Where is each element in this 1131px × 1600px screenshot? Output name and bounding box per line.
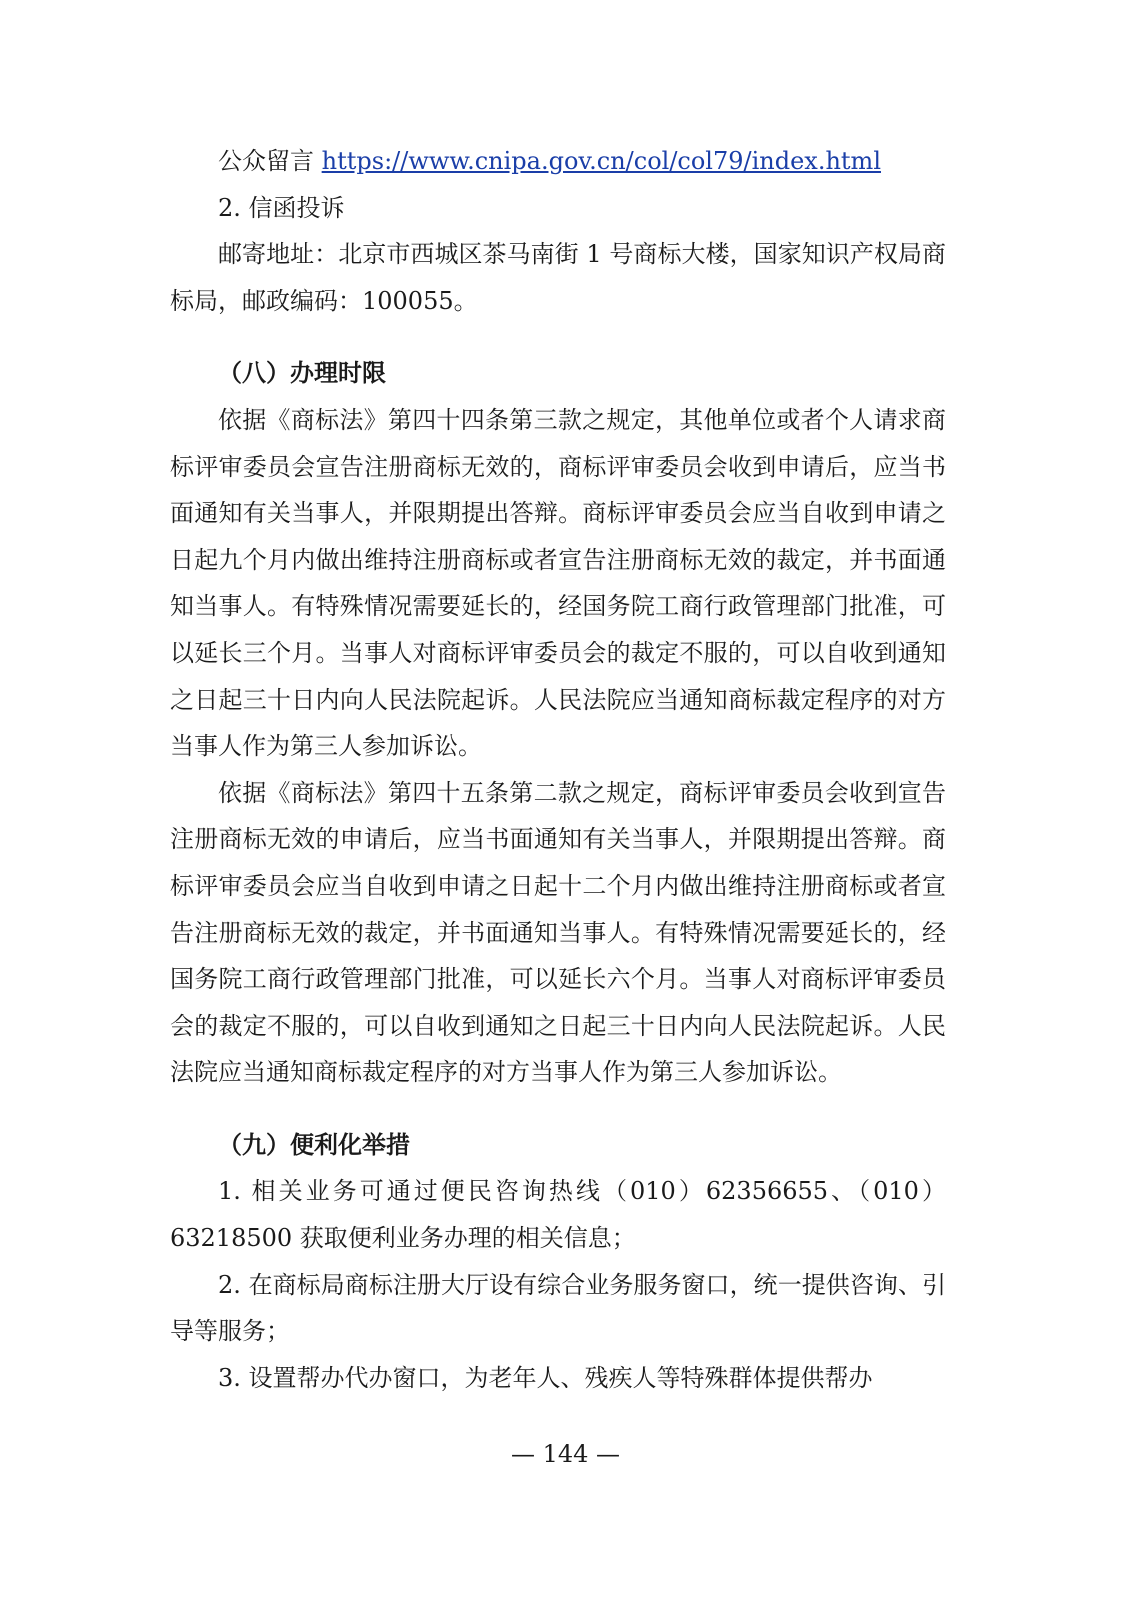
section8-heading: （八）办理时限	[218, 359, 386, 388]
public-message-line	[170, 138, 946, 185]
section9-item-3: 3. 设置帮办代办窗口，为老年人、残疾人等特殊群体提供帮办	[218, 1363, 873, 1392]
section8-paragraph-2: 依据《商标法》第四十五条第二款之规定，商标评审委员会收到宣告注册商标无效的申请后，应当书面通知有关当事人，并限期提出答辩。商标评审委员会应当自收到申请之日起十二个月内做出维持注册商标或者宣告注册商标无效的裁定，并书面通知当事人。有特殊情况需要延长的，经国务院工商行政管理部门批准，可以延长六个月。当事人对商标评审委员会的裁定不服的，可以自收到通知之日起三十日内向人民法院起诉。人民法院应当通知商标裁定程序的对方当事人作为第三人参加诉讼。	[170, 778, 946, 1087]
public-message-link[interactable]: https://www.cnipa.gov.cn/col/col79/index.html	[321, 147, 881, 175]
page-number: — 144 —	[510, 1440, 621, 1468]
public-message-label: 公众留言	[218, 147, 314, 175]
mailing-address: 邮寄地址：北京市西城区茶马南街 1 号商标大楼，国家知识产权局商标局，邮政编码：100055。	[170, 240, 946, 315]
document-body	[170, 138, 946, 1401]
section9-heading: （九）便利化举措	[218, 1130, 410, 1159]
section8-paragraph-1: 依据《商标法》第四十四条第三款之规定，其他单位或者个人请求商标评审委员会宣告注册商标无效的，商标评审委员会收到申请后，应当书面通知有关当事人，并限期提出答辩。商标评审委员会应当自收到申请之日起九个月内做出维持注册商标或者宣告注册商标无效的裁定，并书面通知当事人。有特殊情况需要延长的，经国务院工商行政管理部门批准，可以延长三个月。当事人对商标评审委员会的裁定不服的，可以自收到通知之日起三十日内向人民法院起诉。人民法院应当通知商标裁定程序的对方当事人作为第三人参加诉讼。	[170, 405, 946, 761]
section9-item-1: 1. 相关业务可通过便民咨询热线（010）62356655、（010）63218500 获取便利业务办理的相关信息；	[170, 1177, 946, 1253]
letter-complaint-title: 2. 信函投诉	[218, 193, 345, 222]
section-gap	[170, 1096, 946, 1106]
section9-item-2: 2. 在商标局商标注册大厅设有综合业务服务窗口，统一提供咨询、引导等服务；	[170, 1270, 946, 1346]
section-gap	[170, 324, 946, 334]
